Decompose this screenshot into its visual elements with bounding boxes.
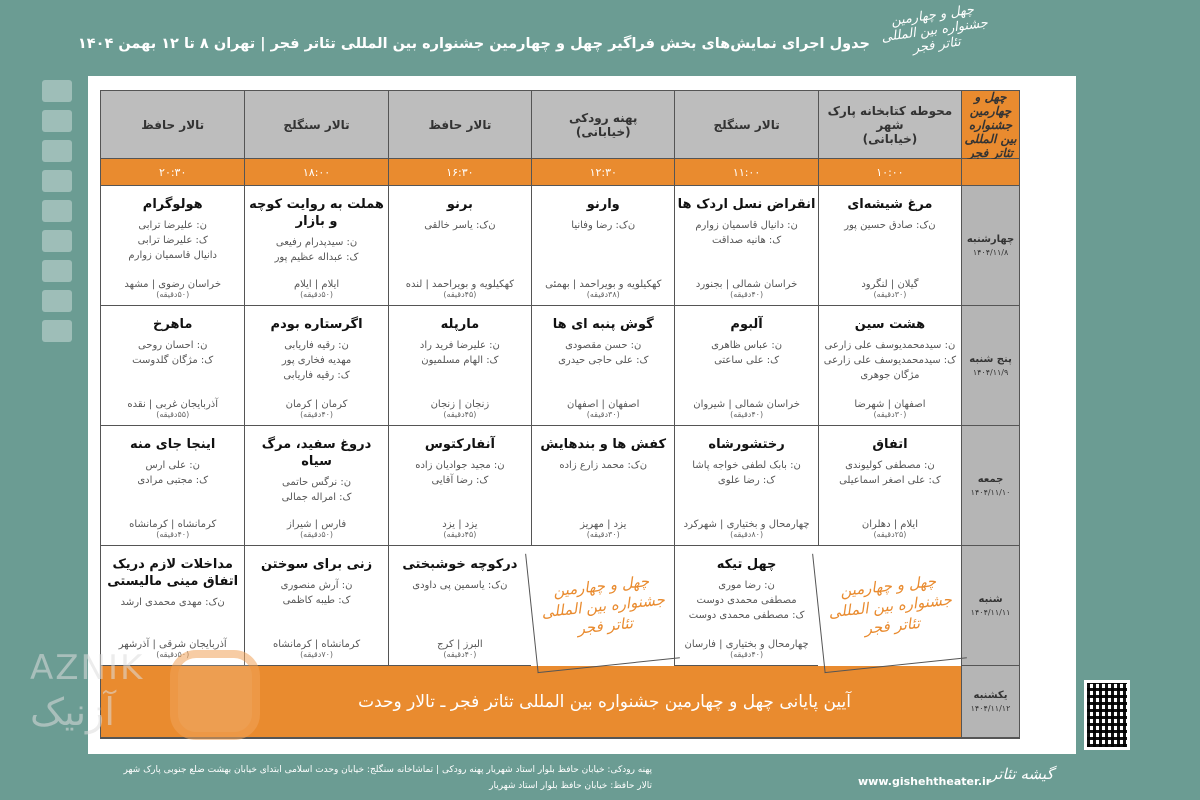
- festival-logo-cell: چهل و چهارمین جشنواره بین المللی تئاتر فجر: [525, 539, 680, 673]
- credit-line: ک: طیبه کاظمی: [282, 595, 351, 606]
- time-row: [101, 159, 1019, 186]
- header-row: [101, 91, 1019, 159]
- performance-cell[interactable]: [244, 186, 387, 306]
- day-label: [961, 186, 1019, 306]
- venue-name: محوطه کتابخانه پارک شهر: [827, 103, 953, 132]
- day-label: [961, 306, 1019, 426]
- performance-region: یزد | یزد: [442, 519, 478, 530]
- sponsor-logo: [42, 140, 72, 162]
- performance-cell[interactable]: [674, 306, 817, 426]
- performance-region: کهکیلویه و بویراحمد | بهمئی: [545, 279, 662, 290]
- showtime: ۱۶:۳۰: [388, 159, 531, 186]
- performance-duration: (۳۰دقیقه): [586, 410, 620, 419]
- day-row: [101, 426, 1019, 546]
- qr-code[interactable]: [1084, 680, 1130, 750]
- performance-title: هولوگرام: [142, 197, 203, 212]
- credit-line: ک: مژگان گلدوست: [132, 355, 214, 366]
- performance-duration: (۴۵دقیقه): [443, 410, 477, 419]
- credit-line: ن: رقیه فاریابی: [284, 340, 349, 351]
- performance-cell[interactable]: [818, 426, 961, 546]
- performance-duration: (۵۰دقیقه): [300, 530, 334, 539]
- credit-line: ک: امراله جمالی: [281, 492, 352, 503]
- performance-duration: (۴۵دقیقه): [443, 290, 477, 299]
- day-date: ۱۴۰۴/۱۱/۸: [972, 248, 1009, 257]
- day-date: ۱۴۰۴/۱۱/۱۰: [970, 488, 1011, 497]
- credit-line: ن: مصطفی کولیوندی: [845, 460, 935, 471]
- showtime: ۱۱:۰۰: [674, 159, 817, 186]
- sponsor-logo: [42, 230, 72, 252]
- footer-addresses: [124, 762, 652, 794]
- credit-line: ن: احسان روحی: [137, 340, 208, 351]
- performance-title: اتفاق: [872, 437, 908, 452]
- festival-logo: چهل و چهارمین جشنواره بین المللی تئاتر فجر: [880, 2, 989, 57]
- watermark-latin: AZNIK: [30, 648, 145, 688]
- performance-region: کرمان | کرمان: [285, 399, 348, 410]
- credit-line: ن: نرگس حاتمی: [282, 477, 352, 488]
- performance-duration: (۴۰دقیقه): [730, 650, 764, 659]
- performance-cell[interactable]: [531, 306, 674, 426]
- performance-duration: (۵۰دقیقه): [156, 650, 190, 659]
- credit-line: ن: دانیال قاسمیان زوارم: [695, 220, 798, 231]
- performance-cell[interactable]: [674, 186, 817, 306]
- performance-region: البرز | کرج: [437, 639, 483, 650]
- credit-line: ن: سیدپدرام رفیعی: [275, 237, 358, 248]
- performance-region: اصفهان | اصفهان: [567, 399, 640, 410]
- day-name: یکشنبه: [973, 690, 1008, 701]
- performance-title: ماهرخ: [153, 317, 193, 332]
- performance-duration: (۵۵دقیقه): [156, 410, 190, 419]
- performance-cell[interactable]: [531, 426, 674, 546]
- venue-note: (خیابانی): [862, 131, 918, 146]
- day-date: ۱۴۰۴/۱۱/۱۱: [970, 608, 1011, 617]
- performance-cell[interactable]: [388, 306, 531, 426]
- credit-line: مصطفی محمدی دوست: [696, 595, 797, 606]
- page-title: جدول اجرای نمایش‌های بخش فراگیر چهل و چهارمین جشنواره بین المللی تئاتر فجر | تهران ۸ تا ۱۲ بهمن ۱۴۰۴: [77, 36, 870, 52]
- performance-duration: (۴۰دقیقه): [156, 530, 190, 539]
- credit-line: ک: علی حاجی حیدری: [558, 355, 649, 366]
- performance-title: اینجا جای منه: [130, 437, 216, 452]
- day-label: [961, 426, 1019, 546]
- performance-duration: (۴۰دقیقه): [443, 650, 477, 659]
- performance-title: برنو: [446, 197, 473, 212]
- performance-title: هملت به روایت کوچه و بازار: [249, 197, 384, 229]
- performance-title: وارنو: [586, 197, 620, 212]
- performance-title: دروغ سفید، مرگ سیاه: [261, 437, 372, 469]
- performance-region: یزد | مهریز: [580, 519, 627, 530]
- credit-line: ک: علیرضا ترابی: [137, 235, 208, 246]
- performance-cell[interactable]: [388, 546, 531, 666]
- performance-title: مارپله: [440, 317, 480, 332]
- performance-region: کرمانشاه | کرمانشاه: [129, 519, 217, 530]
- credit-line: ن: مجید جوادیان زاده: [415, 460, 505, 471]
- sponsor-logo: [42, 320, 72, 342]
- credit-line: مهدیه فخاری پور: [281, 355, 352, 366]
- venue-name: تالار حافظ: [141, 117, 205, 132]
- performance-title: مرغ شیشه‌ای: [847, 197, 933, 212]
- address-line: پهنه رودکی: خیابان حافظ بلوار استاد شهریار پهنه رودکی | تماشاخانه سنگلج: خیابان وحدت اسلامی ابتدای خیابان بهشت ضلع جنوبی پارک شهر: [123, 765, 652, 775]
- credit-line: ن: آرش منصوری: [280, 580, 353, 591]
- performance-title: مداخلات لازم دریک اتفاق مینی مالیستی: [107, 557, 239, 589]
- showtime: ۱۲:۳۰: [531, 159, 674, 186]
- credit-line: ک: علی اصغر اسماعیلی: [839, 475, 941, 486]
- performance-duration: (۲۵دقیقه): [873, 530, 907, 539]
- day-name: پنج شنبه: [969, 354, 1012, 365]
- credit-line: ن: بابک لطفی خواجه پاشا: [692, 460, 801, 471]
- performance-region: گیلان | لنگرود: [861, 279, 919, 290]
- sponsor-logo: [42, 80, 72, 102]
- address-line: تالار حافظ: خیابان حافظ بلوار استاد شهریار: [489, 781, 652, 791]
- venue-name: تالار سنگلج: [283, 117, 350, 132]
- closing-ceremony-banner: آیین پایانی چهل و چهارمین جشنواره بین المللی تئاتر فجر ـ تالار وحدت: [101, 666, 961, 738]
- venue-header: [388, 91, 531, 159]
- performance-cell[interactable]: [101, 306, 244, 426]
- performance-region: آذربایجان غربی | نقده: [127, 399, 219, 410]
- credit-line: ک: رضا آقایی: [431, 475, 489, 486]
- showtime: ۲۰:۳۰: [101, 159, 244, 186]
- credit-line: ک: مصطفی محمدی دوست: [688, 610, 805, 621]
- performance-region: خراسان رضوی | مشهد: [124, 279, 222, 290]
- credit-line: ن‌ک: صادق حسین پور: [844, 220, 936, 231]
- watermark-persian: آزنیک: [30, 690, 115, 734]
- performance-cell[interactable]: [674, 546, 817, 666]
- venue-header: [531, 91, 674, 159]
- corner-logo: چهل و چهارمین جشنواره بین المللی تئاتر فجر: [961, 91, 1019, 159]
- sponsor-logo: [42, 200, 72, 222]
- venue-header: [818, 91, 961, 159]
- performance-cell[interactable]: [244, 426, 387, 546]
- performance-title: کفش ها و بندهایش: [540, 437, 667, 452]
- performance-title: اگرستاره بودم: [270, 317, 363, 332]
- venue-header: [101, 91, 244, 159]
- showtime: ۱۰:۰۰: [818, 159, 961, 186]
- performance-duration: (۵۰دقیقه): [156, 290, 190, 299]
- performance-duration: (۴۰دقیقه): [300, 410, 334, 419]
- performance-cell[interactable]: [818, 186, 961, 306]
- day-row: [101, 186, 1019, 306]
- credit-line: ک: رضا علوی: [717, 475, 776, 486]
- showtime: ۱۸:۰۰: [244, 159, 387, 186]
- credit-line: ک: عبداله عظیم پور: [274, 252, 359, 263]
- sponsor-logo: [42, 110, 72, 132]
- credit-line: ن‌ک: مهدی محمدی ارشد: [120, 597, 225, 608]
- performance-region: ایلام | دهلران: [861, 519, 918, 530]
- festival-logo-cell: چهل و چهارمین جشنواره بین المللی تئاتر فجر: [812, 539, 967, 673]
- performance-title: گوش پنبه ای ها: [552, 317, 654, 332]
- performance-title: چهل تیکه: [716, 557, 777, 572]
- credit-line: ن: علی ارس: [145, 460, 200, 471]
- day-name: جمعه: [977, 474, 1004, 485]
- credit-line: ک: رقیه فاریابی: [283, 370, 350, 381]
- performance-duration: (۳۰دقیقه): [873, 410, 907, 419]
- credit-line: ک: مجتبی مرادی: [137, 475, 209, 486]
- sponsor-logo: [42, 290, 72, 312]
- performance-duration: (۳۰دقیقه): [873, 290, 907, 299]
- performance-duration: (۸۰دقیقه): [730, 530, 764, 539]
- gisheh-theater-logo: گیشه تئاتر: [990, 765, 1054, 783]
- performance-title: انقراض نسل اردک ها: [677, 197, 816, 212]
- website-link[interactable]: www.gishehtheater.ir: [858, 775, 992, 788]
- performance-region: فارس | شیراز: [286, 519, 347, 530]
- performance-cell[interactable]: [531, 186, 674, 306]
- venue-name: تالار حافظ: [428, 117, 492, 132]
- performance-region: آذربایجان شرقی | آذرشهر: [118, 639, 227, 650]
- credit-line: ن‌ک: رضا وفانیا: [571, 220, 636, 231]
- credit-line: ک: الهام مسلمیون: [421, 355, 499, 366]
- venue-header: [674, 91, 817, 159]
- performance-title: آلبوم: [730, 317, 763, 332]
- performance-cell[interactable]: [674, 426, 817, 546]
- performance-region: ایلام | ایلام: [293, 279, 340, 290]
- performance-region: کرمانشاه | کرمانشاه: [273, 639, 361, 650]
- day-name: شنبه: [978, 594, 1003, 605]
- credit-line: دانیال قاسمیان زوارم: [128, 250, 217, 261]
- performance-title: هشت سین: [854, 317, 926, 332]
- performance-duration: (۳۰دقیقه): [586, 530, 620, 539]
- performance-title: درکوچه خوشبختی: [402, 557, 518, 572]
- performance-title: رختشورشاه: [708, 437, 785, 452]
- day-label: [961, 666, 1019, 738]
- credit-line: ن: رضا موری: [718, 580, 775, 591]
- credit-line: ک: سیدمحمدیوسف علی زارعی: [823, 355, 957, 366]
- time-row-corner: [961, 159, 1019, 186]
- day-label: [961, 546, 1019, 666]
- performance-region: خراسان شمالی | بجنورد: [695, 279, 798, 290]
- credit-line: ک: علی ساعتی: [714, 355, 780, 366]
- credit-line: ن‌ک: محمد زارع زاده: [559, 460, 648, 471]
- performance-cell[interactable]: [244, 306, 387, 426]
- performance-title: زنی برای سوختن: [260, 557, 373, 572]
- performance-cell[interactable]: [388, 426, 531, 546]
- credit-line: ن‌ک: یاسر خالقی: [424, 220, 496, 231]
- performance-cell[interactable]: [101, 186, 244, 306]
- venue-note: (خیابانی): [575, 124, 631, 139]
- venue-name: پهنه رودکی: [569, 110, 638, 125]
- day-date: ۱۴۰۴/۱۱/۱۲: [970, 704, 1011, 713]
- credit-line: ن: عباس ظاهری: [711, 340, 783, 351]
- performance-duration: (۷۰دقیقه): [300, 650, 334, 659]
- performance-duration: (۴۰دقیقه): [730, 290, 764, 299]
- venue-name: تالار سنگلج: [713, 117, 780, 132]
- day-row: [101, 306, 1019, 426]
- play-icon: [170, 650, 260, 740]
- performance-cell[interactable]: [101, 426, 244, 546]
- performance-duration: (۵۰دقیقه): [300, 290, 334, 299]
- sponsor-logo: [42, 170, 72, 192]
- sponsor-logos: [42, 80, 72, 350]
- performance-title: آنفارکتوس: [424, 437, 495, 452]
- credit-line: ن: حسن مقصودی: [565, 340, 642, 351]
- credit-line: ک: هانیه صداقت: [711, 235, 782, 246]
- performance-duration: (۴۰دقیقه): [730, 410, 764, 419]
- credit-line: ن‌ک: یاسمین پی داودی: [412, 580, 508, 591]
- performance-region: زنجان | زنجان: [430, 399, 490, 410]
- performance-cell[interactable]: [818, 306, 961, 426]
- performance-region: اصفهان | شهرضا: [854, 399, 926, 410]
- venue-header: [244, 91, 387, 159]
- performance-region: چهارمحال و بختیاری | شهرکرد: [683, 519, 810, 530]
- sponsor-logo: [42, 260, 72, 282]
- performance-cell[interactable]: [388, 186, 531, 306]
- watermark: [0, 640, 270, 760]
- credit-line: ن: علیرضا ترابی: [138, 220, 208, 231]
- credit-line: مژگان جوهری: [860, 370, 920, 381]
- day-name: چهارشنبه: [966, 234, 1015, 245]
- performance-region: خراسان شمالی | شیروان: [693, 399, 800, 410]
- performance-region: چهارمحال و بختیاری | فارسان: [684, 639, 809, 650]
- performance-duration: (۳۸دقیقه): [586, 290, 620, 299]
- credit-line: ن: علیرضا فرید راد: [419, 340, 500, 351]
- performance-region: کهکیلویه و بویراحمد | لنده: [405, 279, 515, 290]
- day-date: ۱۴۰۴/۱۱/۹: [972, 368, 1009, 377]
- credit-line: ن: سیدمحمدیوسف علی زارعی: [824, 340, 956, 351]
- performance-duration: (۴۵دقیقه): [443, 530, 477, 539]
